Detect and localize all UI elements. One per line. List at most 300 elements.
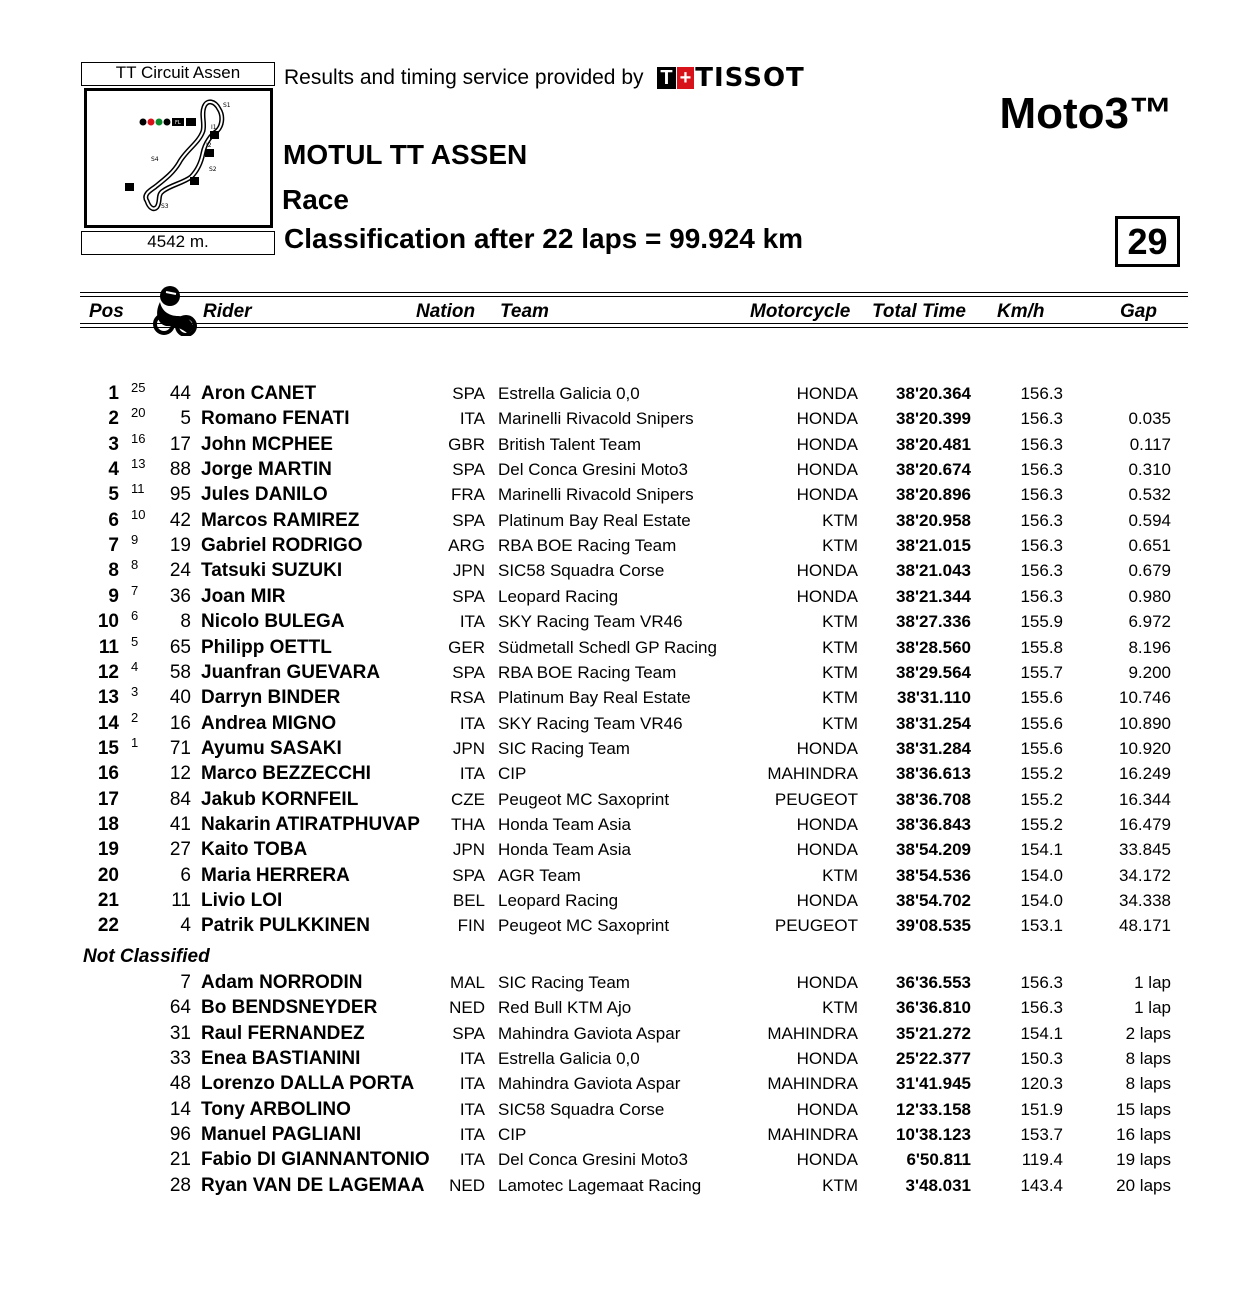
position: 22 xyxy=(97,915,119,936)
total-time: 38'21.043 xyxy=(896,561,971,580)
total-time: 38'20.481 xyxy=(896,435,971,454)
team: Marinelli Rivacold Snipers xyxy=(498,409,694,428)
nation: JPN xyxy=(452,739,485,758)
nation: JPN xyxy=(452,561,485,580)
rider-name: Jakub KORNFEIL xyxy=(201,789,359,810)
speed: 120.3 xyxy=(1020,1074,1063,1093)
speed: 153.1 xyxy=(1020,916,1063,935)
tissot-mark: T xyxy=(657,67,675,89)
speed: 154.0 xyxy=(1020,866,1063,885)
team: Leopard Racing xyxy=(498,891,619,910)
position: 19 xyxy=(97,839,119,860)
position: 5 xyxy=(108,484,119,505)
table-row xyxy=(0,1071,1239,1096)
total-time: 12'33.158 xyxy=(896,1100,971,1119)
speed: 154.0 xyxy=(1020,891,1063,910)
header-rider: Rider xyxy=(203,301,252,322)
speed: 154.1 xyxy=(1020,1024,1063,1043)
nation: NED xyxy=(449,998,485,1017)
motorcycle: HONDA xyxy=(796,891,858,910)
svg-text:I1: I1 xyxy=(211,124,217,131)
speed: 155.8 xyxy=(1020,638,1063,657)
track-map-icon xyxy=(87,91,270,225)
rider-name: Kaito TOBA xyxy=(201,839,308,860)
rider-number: 33 xyxy=(169,1048,191,1069)
position: 4 xyxy=(108,459,119,480)
header-pos: Pos xyxy=(89,301,124,322)
table-row xyxy=(0,787,1239,812)
speed: 156.3 xyxy=(1020,561,1063,580)
total-time: 38'20.674 xyxy=(896,460,971,479)
motorcycle: HONDA xyxy=(796,1049,858,1068)
team: Estrella Galicia 0,0 xyxy=(498,384,640,403)
rider-name: Darryn BINDER xyxy=(201,687,341,708)
team: Estrella Galicia 0,0 xyxy=(498,1049,640,1068)
motorcycle: MAHINDRA xyxy=(767,1024,858,1043)
gap: 16 laps xyxy=(1116,1125,1171,1144)
nation: ITA xyxy=(459,1100,485,1119)
position: 7 xyxy=(108,535,119,556)
rider-number: 6 xyxy=(180,865,191,886)
rider-name: Ayumu SASAKI xyxy=(201,738,342,759)
rider-number: 40 xyxy=(169,687,191,708)
table-row xyxy=(0,508,1239,533)
total-time: 38'31.284 xyxy=(896,739,971,758)
header-gap: Gap xyxy=(1120,301,1157,322)
points: 11 xyxy=(131,481,145,496)
position: 17 xyxy=(97,789,119,810)
speed: 155.2 xyxy=(1020,790,1063,809)
position: 15 xyxy=(97,738,119,759)
gap: 10.920 xyxy=(1119,739,1171,758)
points: 9 xyxy=(131,532,139,547)
nation: SPA xyxy=(452,1024,485,1043)
gap: 6.972 xyxy=(1128,612,1171,631)
position: 18 xyxy=(97,814,119,835)
gap: 20 laps xyxy=(1116,1176,1171,1195)
rider-name: Maria HERRERA xyxy=(201,865,350,886)
motorcycle: HONDA xyxy=(796,561,858,580)
gap: 0.594 xyxy=(1128,511,1171,530)
nation: ITA xyxy=(459,764,485,783)
gap: 16.249 xyxy=(1119,764,1171,783)
position: 13 xyxy=(97,687,119,708)
circuit-length: 4542 m. xyxy=(81,231,275,255)
rider-name: Tatsuki SUZUKI xyxy=(201,560,343,581)
rider-name: Joan MIR xyxy=(201,586,286,607)
team: Marinelli Rivacold Snipers xyxy=(498,485,694,504)
gap: 34.172 xyxy=(1119,866,1171,885)
team: RBA BOE Racing Team xyxy=(498,536,677,555)
points: 3 xyxy=(131,684,139,699)
rider-number: 28 xyxy=(169,1175,191,1196)
total-time: 36'36.810 xyxy=(896,998,971,1017)
nation: ITA xyxy=(459,1074,485,1093)
header-rule-top xyxy=(80,292,1188,293)
gap: 0.117 xyxy=(1129,435,1171,454)
total-time: 25'22.377 xyxy=(896,1049,971,1068)
nation: GER xyxy=(448,638,485,657)
gap: 16.344 xyxy=(1119,790,1171,809)
gap: 0.980 xyxy=(1128,587,1171,606)
nation: SPA xyxy=(452,663,485,682)
motorcycle: KTM xyxy=(822,663,858,682)
total-time: 35'21.272 xyxy=(896,1024,971,1043)
rider-name: Philipp OETTL xyxy=(201,637,332,658)
team: Platinum Bay Real Estate xyxy=(498,688,691,707)
rider-number: 84 xyxy=(169,789,191,810)
motorcycle: HONDA xyxy=(796,1150,858,1169)
rider-name: Andrea MIGNO xyxy=(201,713,337,734)
table-row xyxy=(0,482,1239,507)
table-row xyxy=(0,812,1239,837)
motorcycle: KTM xyxy=(822,1176,858,1195)
motorcycle: HONDA xyxy=(796,815,858,834)
nation: SPA xyxy=(452,866,485,885)
provider-text: Results and timing service provided by xyxy=(284,66,644,89)
motorcycle: HONDA xyxy=(796,384,858,403)
team: CIP xyxy=(498,1125,527,1144)
motorcycle: HONDA xyxy=(796,460,858,479)
table-row xyxy=(0,913,1239,938)
gap: 19 laps xyxy=(1116,1150,1171,1169)
total-time: 38'31.254 xyxy=(896,714,971,733)
nation: FIN xyxy=(457,916,485,935)
motorcycle: KTM xyxy=(822,714,858,733)
position: 3 xyxy=(108,434,119,455)
header-rule-bottom-2 xyxy=(80,327,1188,328)
total-time: 3'48.031 xyxy=(905,1176,971,1195)
svg-text:S3: S3 xyxy=(161,203,169,210)
rider-name: Ryan VAN DE LAGEMAA xyxy=(201,1175,425,1196)
total-time: 38'21.344 xyxy=(896,587,971,606)
rider-name: Nakarin ATIRATPHUVAP xyxy=(201,814,420,835)
svg-text:S2: S2 xyxy=(209,166,217,173)
gap: 9.200 xyxy=(1128,663,1171,682)
speed: 150.3 xyxy=(1020,1049,1063,1068)
rider-number: 5 xyxy=(180,408,191,429)
table-row xyxy=(0,837,1239,862)
table-row xyxy=(0,558,1239,583)
total-time: 39'08.535 xyxy=(896,916,971,935)
rider-name: Raul FERNANDEZ xyxy=(201,1023,365,1044)
nation: FRA xyxy=(451,485,485,504)
event-title: MOTUL TT ASSEN xyxy=(283,139,528,170)
position: 6 xyxy=(108,510,119,531)
team: SIC Racing Team xyxy=(498,973,630,992)
gap: 0.532 xyxy=(1128,485,1171,504)
nation: SPA xyxy=(452,511,485,530)
total-time: 31'41.945 xyxy=(896,1074,971,1093)
motorcycle: HONDA xyxy=(796,973,858,992)
nation: CZE xyxy=(451,790,485,809)
total-time: 38'36.843 xyxy=(896,815,971,834)
speed: 153.7 xyxy=(1020,1125,1063,1144)
table-row xyxy=(0,1046,1239,1071)
rider-number: 16 xyxy=(169,713,191,734)
gap: 0.035 xyxy=(1128,409,1171,428)
points: 7 xyxy=(131,583,139,598)
gap: 15 laps xyxy=(1116,1100,1171,1119)
team: Del Conca Gresini Moto3 xyxy=(498,1150,688,1169)
header-nation: Nation xyxy=(416,301,476,322)
svg-text:S1: S1 xyxy=(223,102,231,109)
rider-name: Gabriel RODRIGO xyxy=(201,535,363,556)
gap: 8 laps xyxy=(1125,1074,1171,1093)
rider-number: 65 xyxy=(169,637,191,658)
speed: 155.2 xyxy=(1020,815,1063,834)
header-team: Team xyxy=(500,301,549,322)
total-time: 38'20.364 xyxy=(896,384,971,403)
svg-text:S4: S4 xyxy=(151,156,159,163)
table-row xyxy=(0,432,1239,457)
position: 9 xyxy=(108,586,119,607)
rider-name: Adam NORRODIN xyxy=(201,972,363,993)
motorcycle: PEUGEOT xyxy=(774,916,858,935)
table-row xyxy=(0,635,1239,660)
rider-name: Marcos RAMIREZ xyxy=(201,510,360,531)
points: 6 xyxy=(131,608,139,623)
points: 13 xyxy=(131,456,146,471)
not-classified-label: Not Classified xyxy=(83,946,210,967)
rider-helmet-icon xyxy=(152,282,198,341)
rider-number: 31 xyxy=(169,1023,191,1044)
gap: 10.746 xyxy=(1119,688,1171,707)
rider-number: 24 xyxy=(169,560,191,581)
rider-name: Nicolo BULEGA xyxy=(201,611,345,632)
team: SIC Racing Team xyxy=(498,739,630,758)
speed: 156.3 xyxy=(1020,998,1063,1017)
motorcycle: HONDA xyxy=(796,840,858,859)
rider-number: 95 xyxy=(169,484,191,505)
motorcycle: KTM xyxy=(822,866,858,885)
table-row xyxy=(0,995,1239,1020)
total-time: 38'20.958 xyxy=(896,511,971,530)
header-kmh: Km/h xyxy=(997,301,1045,322)
team: Platinum Bay Real Estate xyxy=(498,511,691,530)
header-total-time: Total Time xyxy=(872,301,966,322)
points: 5 xyxy=(131,634,139,649)
circuit-name: TT Circuit Assen xyxy=(81,62,275,86)
nation: ITA xyxy=(459,1049,485,1068)
rider-name: Juanfran GUEVARA xyxy=(201,662,381,683)
motorcycle: HONDA xyxy=(796,435,858,454)
rider-name: Livio LOI xyxy=(201,890,283,911)
team: Südmetall Schedl GP Racing xyxy=(498,638,717,657)
team: SIC58 Squadra Corse xyxy=(498,561,665,580)
gap: 0.310 xyxy=(1128,460,1171,479)
speed: 154.1 xyxy=(1020,840,1063,859)
page-number: 29 xyxy=(1115,216,1180,267)
gap: 48.171 xyxy=(1119,916,1171,935)
table-row xyxy=(0,888,1239,913)
gap: 8 laps xyxy=(1125,1049,1171,1068)
rider-name: Romano FENATI xyxy=(201,408,350,429)
table-row xyxy=(0,533,1239,558)
nation: SPA xyxy=(452,587,485,606)
rider-number: 11 xyxy=(171,890,191,911)
rider-number: 8 xyxy=(180,611,191,632)
gap: 34.338 xyxy=(1119,891,1171,910)
position: 12 xyxy=(97,662,119,683)
motorcycle: HONDA xyxy=(796,1100,858,1119)
points: 25 xyxy=(131,380,146,395)
rider-number: 36 xyxy=(169,586,191,607)
position: 16 xyxy=(97,763,119,784)
nation: MAL xyxy=(450,973,485,992)
total-time: 38'54.536 xyxy=(896,866,971,885)
speed: 156.3 xyxy=(1020,536,1063,555)
total-time: 38'54.209 xyxy=(896,840,971,859)
speed: 156.3 xyxy=(1020,460,1063,479)
table-row xyxy=(0,685,1239,710)
speed: 156.3 xyxy=(1020,485,1063,504)
motorcycle: KTM xyxy=(822,511,858,530)
rider-number: 12 xyxy=(169,763,191,784)
speed: 156.3 xyxy=(1020,511,1063,530)
speed: 119.4 xyxy=(1021,1150,1063,1169)
nation: ITA xyxy=(459,612,485,631)
nation: ITA xyxy=(459,714,485,733)
rider-number: 44 xyxy=(169,383,191,404)
rider-number: 71 xyxy=(169,738,191,759)
gap: 8.196 xyxy=(1128,638,1171,657)
rider-number: 96 xyxy=(169,1124,191,1145)
motorcycle: KTM xyxy=(822,612,858,631)
gap: 1 lap xyxy=(1134,998,1171,1017)
speed: 155.6 xyxy=(1020,688,1063,707)
position: 14 xyxy=(97,713,119,734)
table-row xyxy=(0,711,1239,736)
rider-name: Aron CANET xyxy=(201,383,317,404)
motorcycle: HONDA xyxy=(796,587,858,606)
speed: 151.9 xyxy=(1020,1100,1063,1119)
motorcycle: MAHINDRA xyxy=(767,1125,858,1144)
points: 20 xyxy=(131,405,146,420)
rider-name: Patrik PULKKINEN xyxy=(201,915,370,936)
team: CIP xyxy=(498,764,527,783)
table-row xyxy=(0,1147,1239,1172)
position: 10 xyxy=(97,611,119,632)
position: 11 xyxy=(98,637,119,658)
speed: 156.3 xyxy=(1020,587,1063,606)
team: Lamotec Lagemaat Racing xyxy=(498,1176,702,1195)
rider-number: 48 xyxy=(169,1073,191,1094)
motorcycle: MAHINDRA xyxy=(767,764,858,783)
rider-number: 19 xyxy=(169,535,191,556)
table-row xyxy=(0,609,1239,634)
rider-name: Tony ARBOLINO xyxy=(201,1099,351,1120)
team: SKY Racing Team VR46 xyxy=(498,714,683,733)
position: 8 xyxy=(108,560,119,581)
total-time: 38'29.564 xyxy=(896,663,971,682)
rider-number: 17 xyxy=(169,434,191,455)
nation: ITA xyxy=(459,1150,485,1169)
speed: 156.3 xyxy=(1020,384,1063,403)
gap: 1 lap xyxy=(1134,973,1171,992)
table-row xyxy=(0,406,1239,431)
position: 1 xyxy=(108,383,119,404)
class-title: Moto3™ xyxy=(999,89,1173,138)
total-time: 38'54.702 xyxy=(896,891,971,910)
rider-number: 42 xyxy=(169,510,191,531)
team: AGR Team xyxy=(498,866,581,885)
motorcycle: HONDA xyxy=(796,739,858,758)
nation: THA xyxy=(451,815,485,834)
team: RBA BOE Racing Team xyxy=(498,663,677,682)
table-row xyxy=(0,970,1239,995)
nation: RSA xyxy=(450,688,485,707)
motorcycle: KTM xyxy=(822,688,858,707)
header-rule-top-2 xyxy=(80,296,1188,297)
motorcycle: PEUGEOT xyxy=(774,790,858,809)
motorcycle: HONDA xyxy=(796,409,858,428)
gap: 0.651 xyxy=(1128,536,1171,555)
table-row xyxy=(0,1122,1239,1147)
header-motorcycle: Motorcycle xyxy=(750,301,851,322)
team: Honda Team Asia xyxy=(498,815,631,834)
points: 10 xyxy=(131,507,146,522)
team: Peugeot MC Saxoprint xyxy=(498,790,670,809)
table-row xyxy=(0,381,1239,406)
nation: SPA xyxy=(452,460,485,479)
rider-name: Bo BENDSNEYDER xyxy=(201,997,378,1018)
rider-number: 14 xyxy=(169,1099,191,1120)
total-time: 38'20.399 xyxy=(896,409,971,428)
rider-number: 27 xyxy=(169,839,191,860)
session-title: Race xyxy=(282,184,349,215)
svg-text:I2: I2 xyxy=(206,142,212,149)
rider-number: 21 xyxy=(169,1149,191,1170)
total-time: 38'36.613 xyxy=(896,764,971,783)
gap: 16.479 xyxy=(1119,815,1171,834)
rider-name: John MCPHEE xyxy=(201,434,333,455)
team: Red Bull KTM Ajo xyxy=(498,998,632,1017)
rider-number: 41 xyxy=(169,814,191,835)
nation: GBR xyxy=(448,435,485,454)
rider-name: Lorenzo DALLA PORTA xyxy=(201,1073,415,1094)
nation: SPA xyxy=(452,384,485,403)
table-row xyxy=(0,584,1239,609)
gap: 33.845 xyxy=(1119,840,1171,859)
points: 1 xyxy=(131,735,139,750)
team: SIC58 Squadra Corse xyxy=(498,1100,665,1119)
total-time: 10'38.123 xyxy=(896,1125,971,1144)
team: Del Conca Gresini Moto3 xyxy=(498,460,688,479)
points: 4 xyxy=(131,659,139,674)
motorcycle: MAHINDRA xyxy=(767,1074,858,1093)
team: Mahindra Gaviota Aspar xyxy=(498,1074,681,1093)
table-row xyxy=(0,660,1239,685)
team: Leopard Racing xyxy=(498,587,619,606)
position: 2 xyxy=(108,408,119,429)
team: Honda Team Asia xyxy=(498,840,631,859)
speed: 155.7 xyxy=(1020,663,1063,682)
total-time: 38'28.560 xyxy=(896,638,971,657)
speed: 156.3 xyxy=(1020,435,1063,454)
total-time: 38'27.336 xyxy=(896,612,971,631)
table-row xyxy=(0,761,1239,786)
table-row xyxy=(0,1173,1239,1198)
total-time: 6'50.811 xyxy=(906,1150,971,1169)
speed: 156.3 xyxy=(1020,409,1063,428)
motorcycle: KTM xyxy=(822,998,858,1017)
classification-title: Classification after 22 laps = 99.924 km xyxy=(284,223,804,254)
rider-number: 4 xyxy=(180,915,191,936)
team: Mahindra Gaviota Aspar xyxy=(498,1024,681,1043)
gap: 10.890 xyxy=(1119,714,1171,733)
rider-name: Jules DANILO xyxy=(201,484,328,505)
